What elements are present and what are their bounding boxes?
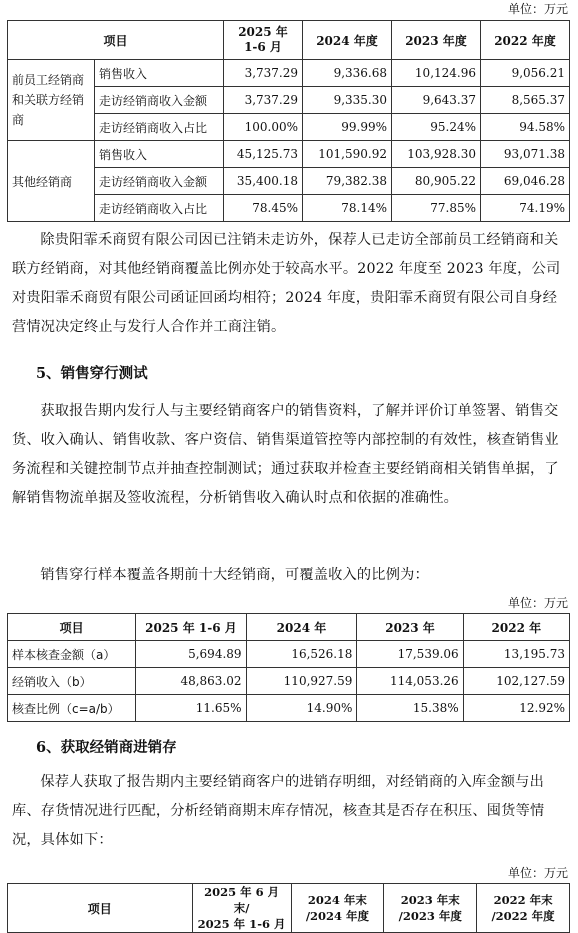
group-label: 前员工经销商和关联方经销商 (8, 60, 95, 141)
header-2024: 2024 年 (246, 614, 357, 641)
row-label: 核查比例（c=a/b） (8, 695, 136, 722)
cell: 9,335.30 (303, 87, 392, 114)
cell: 14.90% (246, 695, 357, 722)
section-heading: 5、销售穿行测试 (36, 365, 148, 382)
cell: 45,125.73 (224, 141, 303, 168)
row-label: 走访经销商收入金额 (95, 87, 224, 114)
header-2022: 2022 年 (463, 614, 569, 641)
cell: 77.85% (392, 195, 481, 222)
header-2024: 2024 年度 (303, 21, 392, 60)
cell: 94.58% (481, 114, 570, 141)
row-label: 销售收入 (95, 60, 224, 87)
table-row (8, 695, 570, 722)
cell: 17,539.06 (357, 641, 463, 668)
table-row (8, 641, 570, 668)
cell: 16,526.18 (246, 641, 357, 668)
cell: 9,336.68 (303, 60, 392, 87)
section-heading: 6、获取经销商进销存 (36, 739, 177, 756)
row-label: 销售收入 (95, 141, 224, 168)
paragraph: 保荐人获取了报告期内主要经销商客户的进销存明细，对经销商的入库金额与出库、存货情况进行匹配，分析经销商期末库存情况，核查其是否存在积压、囤货等情况，具体如下： (12, 774, 545, 848)
paragraph: 获取报告期内发行人与主要经销商客户的销售资料，了解并评价订单签署、销售交货、收入确认、销售收款、客户资信、销售渠道管控等内部控制的有效性，核查销售业务流程和关键控制节点并抽查控制测试；通过获取并检查主要经销商相关销售单据，了解销售物流单据及签收流程，分析销售收入确认时点和依据的准确性。 (12, 403, 559, 506)
cell: 35,400.18 (224, 168, 303, 195)
row-label: 经销收入（b） (8, 668, 136, 695)
header-item: 项目 (8, 614, 136, 641)
header-2025h1: 2025 年 1-6 月 (224, 21, 303, 60)
header-item: 项目 (8, 21, 224, 60)
table-header-row (8, 884, 570, 933)
visit-coverage-table (7, 20, 570, 222)
row-label: 走访经销商收入占比 (95, 114, 224, 141)
header-2025h1: 2025 年 6 月末/ 2025 年 1-6 月 (192, 884, 291, 933)
row-label: 走访经销商收入占比 (95, 195, 224, 222)
table-row (8, 141, 570, 168)
header-2023: 2023 年度 (392, 21, 481, 60)
cell: 9,056.21 (481, 60, 570, 87)
table-header-row (8, 614, 570, 641)
cell: 100.00% (224, 114, 303, 141)
cell: 79,382.38 (303, 168, 392, 195)
row-label: 样本核查金额（a） (8, 641, 136, 668)
header-2022: 2022 年末 /2022 年度 (477, 884, 570, 933)
cell: 15.38% (357, 695, 463, 722)
unit-label: 单位：万元 (507, 596, 568, 610)
cell: 78.14% (303, 195, 392, 222)
header-item: 项目 (8, 884, 193, 933)
header-2025h1: 2025 年 1-6 月 (136, 614, 246, 641)
cell: 110,927.59 (246, 668, 357, 695)
paragraph: 除贵阳霏禾商贸有限公司因已注销未走访外，保荐人已走访全部前员工经销商和关联方经销商，对其他经销商覆盖比例亦处于较高水平。2022 年度至 2023 年度，公司对贵阳霏禾商贸有限公司函证回函均相符；2024 年度，贵阳霏禾商贸有限公司自身经营情况决定终止与发行人合作并工商注销。 (12, 232, 561, 335)
paragraph: 销售穿行样本覆盖各期前十大经销商，可覆盖收入的比例为： (40, 567, 429, 583)
cell: 80,905.22 (392, 168, 481, 195)
unit-label: 单位：万元 (507, 866, 568, 880)
cell: 114,053.26 (357, 668, 463, 695)
cell: 12.92% (463, 695, 569, 722)
cell: 9,643.37 (392, 87, 481, 114)
cell: 102,127.59 (463, 668, 569, 695)
cell: 3,737.29 (224, 60, 303, 87)
cell: 13,195.73 (463, 641, 569, 668)
cell: 10,124.96 (392, 60, 481, 87)
cell: 99.99% (303, 114, 392, 141)
cell: 11.65% (136, 695, 246, 722)
unit-label: 单位：万元 (507, 2, 568, 16)
cell: 103,928.30 (392, 141, 481, 168)
cell: 78.45% (224, 195, 303, 222)
table-header-row (8, 21, 570, 60)
header-2023: 2023 年末 /2023 年度 (384, 884, 477, 933)
table-row (8, 60, 570, 87)
row-label: 走访经销商收入金额 (95, 168, 224, 195)
group-label: 其他经销商 (8, 141, 95, 222)
header-2022: 2022 年度 (481, 21, 570, 60)
header-2023: 2023 年 (357, 614, 463, 641)
cell: 93,071.38 (481, 141, 570, 168)
inventory-table (7, 883, 570, 933)
table-row (8, 668, 570, 695)
cell: 5,694.89 (136, 641, 246, 668)
walkthrough-sample-table (7, 613, 570, 722)
cell: 101,590.92 (303, 141, 392, 168)
cell: 69,046.28 (481, 168, 570, 195)
cell: 8,565.37 (481, 87, 570, 114)
header-2024: 2024 年末 /2024 年度 (291, 884, 384, 933)
cell: 95.24% (392, 114, 481, 141)
cell: 3,737.29 (224, 87, 303, 114)
cell: 48,863.02 (136, 668, 246, 695)
cell: 74.19% (481, 195, 570, 222)
